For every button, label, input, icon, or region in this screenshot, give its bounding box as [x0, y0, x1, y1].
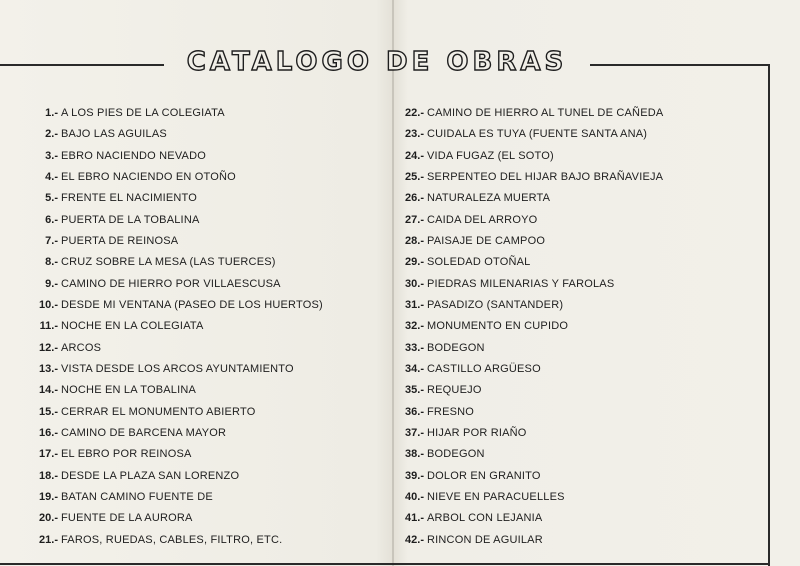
- item-number: 19.-: [39, 490, 58, 503]
- item-number: 21.-: [39, 533, 58, 546]
- item-title: CRUZ SOBRE LA MESA (LAS TUERCES): [61, 256, 276, 269]
- item-number: 31.-: [405, 298, 424, 311]
- item-title: EL EBRO NACIENDO EN OTOÑO: [61, 170, 236, 183]
- item-title: ARCOS: [61, 341, 102, 354]
- item-number: 4.-: [45, 170, 58, 183]
- works-list-left: [18, 103, 323, 551]
- item-number: 5.-: [45, 192, 58, 205]
- item-title: CAMINO DE HIERRO AL TUNEL DE CAÑEDA: [427, 107, 664, 119]
- frame-line-top-right: [590, 64, 770, 66]
- catalog-item: [400, 103, 663, 124]
- catalog-item: [400, 274, 663, 295]
- item-title: PIEDRAS MILENARIAS Y FAROLAS: [427, 277, 615, 290]
- item-title: CASTILLO ARGÜESO: [427, 362, 541, 375]
- item-number: 22.-: [405, 107, 424, 119]
- item-number: 3.-: [45, 149, 58, 162]
- item-title: CUIDALA ES TUYA (FUENTE SANTA ANA): [427, 128, 648, 141]
- catalog-item: [400, 423, 663, 444]
- item-number: 32.-: [405, 320, 424, 333]
- item-number: 37.-: [405, 426, 424, 439]
- item-title: NOCHE EN LA COLEGIATA: [61, 320, 204, 333]
- catalog-item: [18, 338, 323, 359]
- catalog-item: [18, 380, 323, 401]
- item-number: 24.-: [405, 149, 424, 162]
- catalog-item: [400, 231, 663, 252]
- catalog-item: [400, 146, 663, 167]
- item-title: VISTA DESDE LOS ARCOS AYUNTAMIENTO: [61, 362, 294, 375]
- catalog-item: [400, 338, 663, 359]
- item-number: 40.-: [405, 490, 424, 503]
- item-title: SOLEDAD OTOÑAL: [427, 256, 531, 269]
- item-number: 23.-: [405, 128, 424, 141]
- item-title: ARBOL CON LEJANIA: [427, 512, 543, 525]
- catalog-item: [18, 167, 323, 188]
- item-number: 14.-: [39, 384, 58, 397]
- catalog-item: [18, 231, 323, 252]
- item-title: BODEGON: [427, 341, 485, 354]
- catalog-item: [18, 252, 323, 273]
- catalog-item: [400, 210, 663, 231]
- catalog-item: [18, 295, 323, 316]
- item-title: SERPENTEO DEL HIJAR BAJO BRAÑAVIEJA: [427, 170, 664, 183]
- paper-fold: [392, 0, 394, 566]
- catalog-item: [18, 146, 323, 167]
- catalog-item: [18, 508, 323, 529]
- frame-line-right: [768, 64, 770, 566]
- item-number: 1.-: [45, 107, 58, 119]
- item-title: NATURALEZA MUERTA: [427, 192, 551, 205]
- item-title: PAISAJE DE CAMPOO: [427, 234, 546, 247]
- item-number: 11.-: [39, 320, 58, 333]
- catalog-item: [18, 210, 323, 231]
- item-title: CAMINO DE BARCENA MAYOR: [61, 426, 227, 439]
- catalog-item: [18, 466, 323, 487]
- item-number: 20.-: [39, 512, 58, 525]
- item-title: NOCHE EN LA TOBALINA: [61, 384, 197, 397]
- item-number: 42.-: [405, 533, 424, 546]
- item-number: 17.-: [39, 448, 58, 461]
- catalog-item: [18, 188, 323, 209]
- catalog-item: [400, 316, 663, 337]
- catalog-title: CATALOGO DE OBRAS: [186, 47, 568, 77]
- catalog-item: [18, 316, 323, 337]
- item-title: PUERTA DE REINOSA: [61, 234, 179, 247]
- catalog-item: [400, 508, 663, 529]
- item-number: 10.-: [39, 298, 58, 311]
- item-number: 27.-: [405, 213, 424, 226]
- catalog-item: [400, 124, 663, 145]
- item-title: DOLOR EN GRANITO: [427, 469, 541, 482]
- item-number: 2.-: [45, 128, 58, 141]
- catalog-item: [400, 359, 663, 380]
- item-number: 6.-: [45, 213, 58, 226]
- item-number: 8.-: [45, 256, 58, 269]
- item-number: 18.-: [39, 469, 58, 482]
- catalog-item: [400, 444, 663, 465]
- catalog-item: [400, 487, 663, 508]
- catalog-item: [18, 124, 323, 145]
- item-number: 15.-: [39, 405, 58, 418]
- catalog-item: [18, 103, 323, 124]
- catalog-item: [400, 466, 663, 487]
- item-number: 16.-: [39, 426, 58, 439]
- item-title: PUERTA DE LA TOBALINA: [61, 213, 200, 226]
- item-number: 41.-: [405, 512, 424, 525]
- catalog-item: [400, 188, 663, 209]
- item-title: MONUMENTO EN CUPIDO: [427, 320, 569, 333]
- item-title: FRESNO: [427, 405, 475, 418]
- item-title: REQUEJO: [427, 384, 482, 397]
- item-title: DESDE MI VENTANA (PASEO DE LOS HUERTOS): [61, 298, 323, 311]
- item-title: HIJAR POR RIAÑO: [427, 426, 527, 439]
- item-title: BATAN CAMINO FUENTE DE: [61, 490, 213, 503]
- catalog-item: [18, 274, 323, 295]
- item-number: 12.-: [39, 341, 58, 354]
- item-title: VIDA FUGAZ (EL SOTO): [427, 149, 554, 162]
- item-title: BAJO LAS AGUILAS: [61, 128, 167, 141]
- item-title: RINCON DE AGUILAR: [427, 533, 543, 546]
- catalog-item: [400, 380, 663, 401]
- item-title: EL EBRO POR REINOSA: [61, 448, 192, 461]
- item-title: NIEVE EN PARACUELLES: [427, 490, 565, 503]
- item-title: CERRAR EL MONUMENTO ABIERTO: [61, 405, 256, 418]
- item-title: FRENTE EL NACIMIENTO: [61, 192, 198, 205]
- item-number: 25.-: [405, 170, 424, 183]
- item-title: DESDE LA PLAZA SAN LORENZO: [61, 469, 240, 482]
- item-title: BODEGON: [427, 448, 485, 461]
- item-number: 36.-: [405, 405, 424, 418]
- item-number: 33.-: [405, 341, 424, 354]
- item-number: 7.-: [45, 234, 58, 247]
- frame-line-bottom: [0, 563, 770, 565]
- item-number: 13.-: [39, 362, 58, 375]
- catalog-item: [18, 487, 323, 508]
- catalog-item: [400, 402, 663, 423]
- frame-line-top-left: [0, 64, 164, 66]
- catalog-item: [18, 402, 323, 423]
- item-title: A LOS PIES DE LA COLEGIATA: [61, 107, 225, 119]
- item-number: 35.-: [405, 384, 424, 397]
- item-title: FUENTE DE LA AURORA: [61, 512, 193, 525]
- item-title: FAROS, RUEDAS, CABLES, FILTRO, ETC.: [61, 533, 283, 546]
- item-title: CAIDA DEL ARROYO: [427, 213, 538, 226]
- item-title: PASADIZO (SANTANDER): [427, 298, 564, 311]
- catalog-item: [18, 423, 323, 444]
- item-title: CAMINO DE HIERRO POR VILLAESCUSA: [61, 277, 281, 290]
- item-number: 29.-: [405, 256, 424, 269]
- item-number: 9.-: [45, 277, 58, 290]
- item-number: 28.-: [405, 234, 424, 247]
- catalog-item: [18, 359, 323, 380]
- item-number: 26.-: [405, 192, 424, 205]
- catalog-item: [18, 530, 323, 551]
- item-number: 30.-: [405, 277, 424, 290]
- catalog-item: [18, 444, 323, 465]
- catalog-item: [400, 252, 663, 273]
- works-list-right: [400, 103, 663, 551]
- catalog-item: [400, 167, 663, 188]
- catalog-item: [400, 530, 663, 551]
- item-number: 34.-: [405, 362, 424, 375]
- item-number: 39.-: [405, 469, 424, 482]
- catalog-item: [400, 295, 663, 316]
- item-number: 38.-: [405, 448, 424, 461]
- item-title: EBRO NACIENDO NEVADO: [61, 149, 206, 162]
